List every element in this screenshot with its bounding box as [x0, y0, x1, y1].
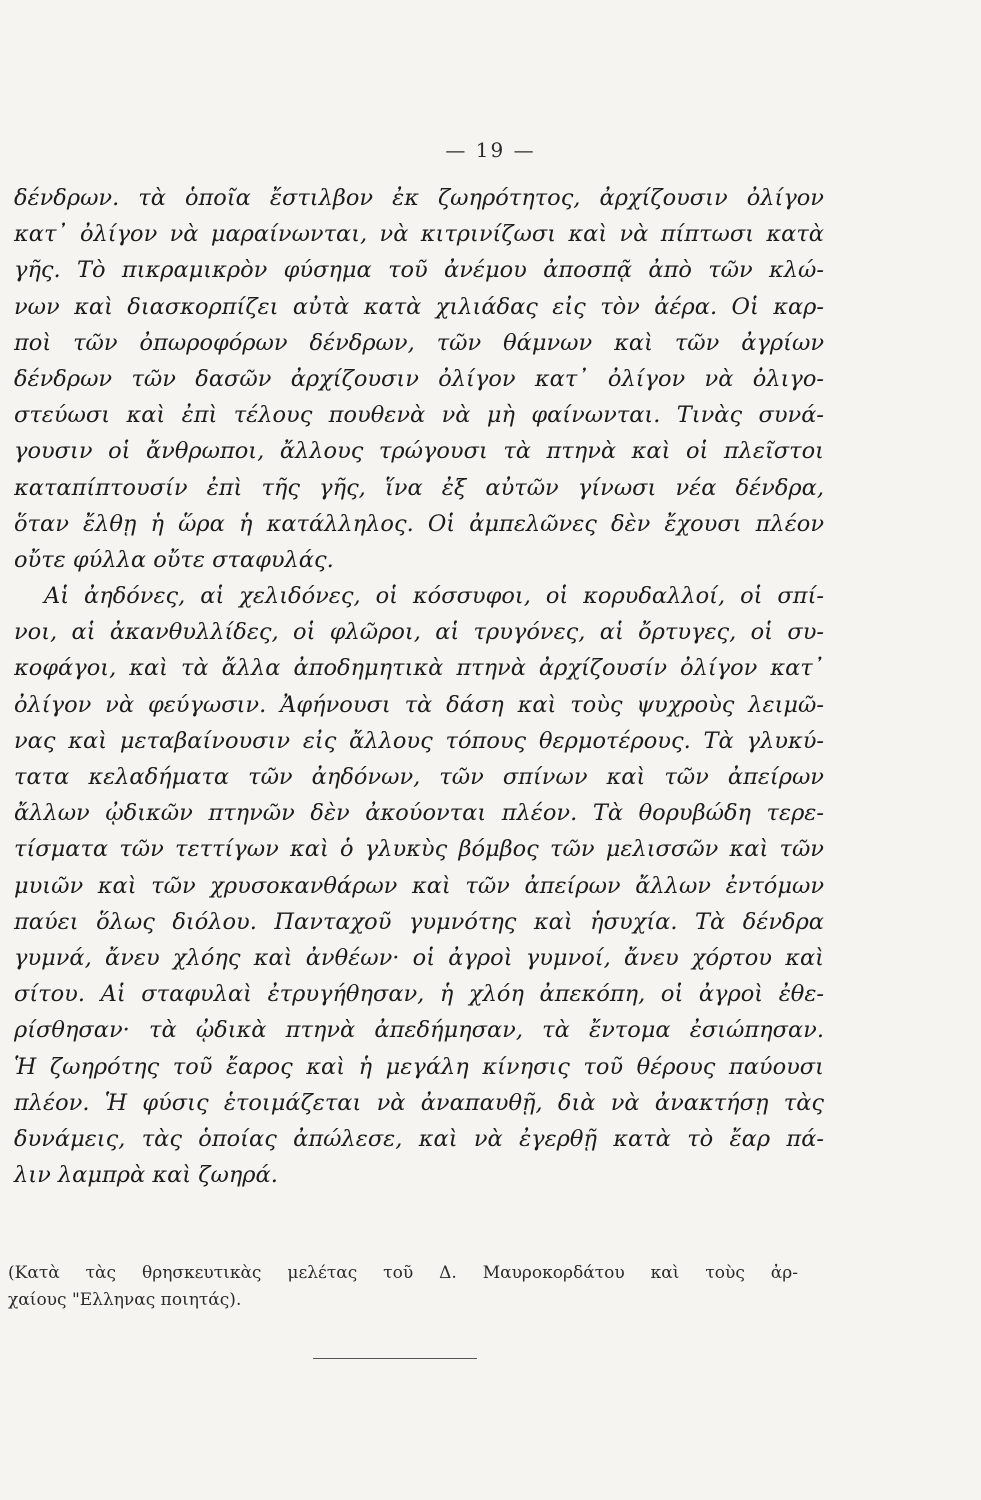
text-line: κοφάγοι, καὶ τὰ ἄλλα ἀποδημητικὰ πτηνὰ ἀρχίζουσίν ὀλίγον κατ᾽	[14, 655, 824, 682]
text-line: ὅταν ἔλθῃ ἡ ὥρα ἡ κατάλληλος. Οἱ ἀμπελῶνες δὲν ἔχουσι πλέον	[14, 510, 824, 537]
text-line: κατ᾽ ὀλίγον νὰ μαραίνωνται, νὰ κιτρινίζωσι καὶ νὰ πίπτωσι κατὰ	[14, 221, 824, 248]
text-line: δένδρων. τὰ ὁποῖα ἔστιλβον ἐκ ζωηρότητος, ἀρχίζουσιν ὀλίγον	[14, 185, 824, 211]
text-line: τίσματα τῶν τεττίγων καὶ ὁ γλυκὺς βόμβος τῶν μελισσῶν καὶ τῶν	[14, 836, 824, 863]
text-line: Ἡ ζωηρότης τοῦ ἔαρος καὶ ἡ μεγάλη κίνησις τοῦ θέρους παύουσι	[14, 1053, 824, 1080]
source-citation	[8, 1260, 798, 1314]
text-line: πλέον. Ἡ φύσις ἑτοιμάζεται νὰ ἀναπαυθῇ, διὰ νὰ ἀνακτήσῃ τὰς	[14, 1089, 824, 1116]
text-line: τατα κελαδήματα τῶν ἀηδόνων, τῶν σπίνων καὶ τῶν ἀπείρων	[14, 764, 824, 790]
text-line: νων καὶ διασκορπίζει αὐτὰ κατὰ χιλιάδας εἰς τὸν ἀέρα. Οἱ καρ-	[14, 293, 824, 320]
text-line: δένδρων τῶν δασῶν ἀρχίζουσιν ὀλίγον κατ᾽ ὀλίγον νὰ ὀλιγο-	[14, 365, 824, 392]
text-line: οὔτε φύλλα οὔτε σταφυλάς.	[14, 546, 334, 573]
text-line: γουσιν οἱ ἄνθρωποι, ἄλλους τρώγουσι τὰ πτηνὰ καὶ οἱ πλεῖστοι	[14, 438, 824, 465]
text-line: ρίσθησαν· τὰ ᾠδικὰ πτηνὰ ἀπεδήμησαν, τὰ ἔντομα ἐσιώπησαν.	[14, 1017, 824, 1044]
text-line: δυνάμεις, τὰς ὁποίας ἀπώλεσε, καὶ νὰ ἐγερθῇ κατὰ τὸ ἔαρ πά-	[14, 1125, 824, 1152]
text-line: ὀλίγον νὰ φεύγωσιν. Ἀφήνουσι τὰ δάση καὶ τοὺς ψυχροὺς λειμῶ-	[14, 691, 824, 718]
text-line: ποὶ τῶν ὀπωροφόρων δένδρων, τῶν θάμνων καὶ τῶν ἀγρίων	[14, 329, 824, 356]
text-line: νας καὶ μεταβαίνουσιν εἰς ἄλλους τόπους θερμοτέρους. Τὰ γλυκύ-	[14, 727, 824, 754]
citation-line: χαίους "Ελληνας ποιητάς).	[8, 1290, 242, 1310]
text-line: στεύωσι καὶ ἐπὶ τέλους πουθενὰ νὰ μὴ φαίνωνται. Τινὰς συνά-	[14, 402, 824, 429]
text-line: μυιῶν καὶ τῶν χρυσοκανθάρων καὶ τῶν ἀπείρων ἄλλων ἐντόμων	[14, 872, 824, 899]
text-line: γῆς. Τὸ πικραμικρὸν φύσημα τοῦ ἀνέμου ἀποσπᾷ ἀπὸ τῶν κλώ-	[14, 257, 824, 284]
text-line: σίτου. Αἱ σταφυλαὶ ἐτρυγήθησαν, ἡ χλόη ἀπεκόπη, οἱ ἀγροὶ ἐθε-	[14, 981, 824, 1008]
body-text	[14, 180, 824, 1193]
citation-line: (Κατὰ τὰς θρησκευτικὰς μελέτας τοῦ Δ. Μαυροκορδάτου καὶ τοὺς ἀρ-	[8, 1263, 798, 1283]
divider-rule	[313, 1358, 477, 1359]
text-line: παύει ὅλως διόλου. Πανταχοῦ γυμνότης καὶ ἡσυχία. Τὰ δένδρα	[14, 908, 824, 935]
text-line: ἄλλων ᾠδικῶν πτηνῶν δὲν ἀκούονται πλέον. Τὰ θορυβώδη τερε-	[14, 800, 824, 827]
paragraph-start-line: Αἱ ἀηδόνες, αἱ χελιδόνες, οἱ κόσσυφοι, οἱ κορυδαλλοί, οἱ σπί-	[44, 583, 824, 610]
page-number: — 19 —	[445, 138, 536, 162]
text-line: λιν λαμπρὰ καὶ ζωηρά.	[14, 1162, 278, 1189]
text-line: γυμνά, ἄνευ χλόης καὶ ἀνθέων· οἱ ἀγροὶ γυμνοί, ἄνευ χόρτου καὶ	[14, 944, 824, 971]
text-line: νοι, αἱ ἀκανθυλλίδες, οἱ φλῶροι, αἱ τρυγόνες, αἱ ὄρτυγες, οἱ συ-	[14, 619, 824, 646]
text-line: καταπίπτουσίν ἐπὶ τῆς γῆς, ἵνα ἐξ αὐτῶν γίνωσι νέα δένδρα,	[14, 474, 824, 501]
